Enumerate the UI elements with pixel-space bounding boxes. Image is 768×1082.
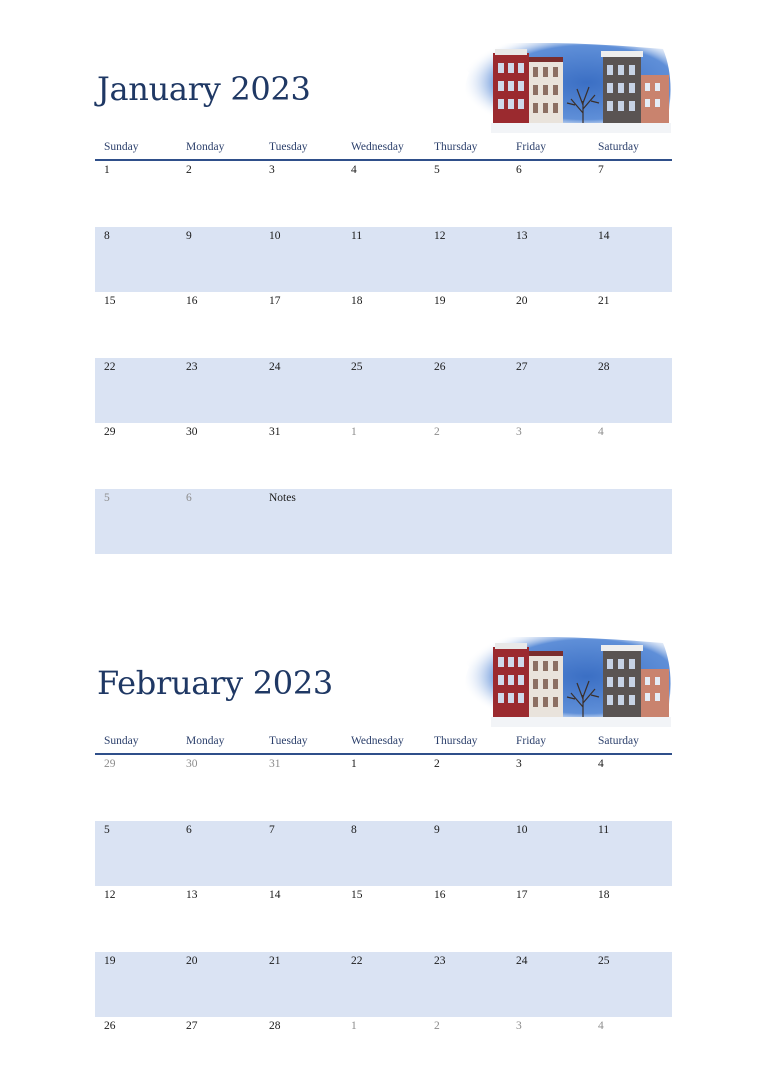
day-number: 15 (351, 889, 363, 901)
day-number: 19 (104, 954, 116, 967)
day-number: 3 (516, 1020, 522, 1032)
weekday-label: Saturday (598, 735, 639, 747)
day-number: 12 (434, 229, 446, 242)
day-number: 26 (434, 360, 446, 373)
day-number: 5 (104, 823, 110, 836)
week-row (95, 423, 672, 488)
day-number: 5 (434, 164, 440, 176)
day-number: 29 (104, 426, 116, 438)
day-number: 14 (598, 229, 610, 242)
notes-label: Notes (269, 491, 296, 504)
day-number: 4 (598, 758, 604, 770)
day-number: 13 (516, 229, 528, 242)
day-number: 22 (104, 360, 116, 373)
day-number: 17 (269, 295, 281, 307)
day-number: 4 (598, 426, 604, 438)
week-row (95, 292, 672, 357)
day-number: 11 (598, 823, 610, 836)
day-number: 14 (269, 889, 281, 901)
day-number: 21 (269, 954, 281, 967)
day-number: 22 (351, 954, 363, 967)
day-number: 28 (269, 1020, 281, 1032)
weekday-label: Friday (516, 141, 547, 153)
day-number: 6 (516, 164, 522, 176)
day-number: 2 (434, 426, 440, 438)
day-number: 8 (104, 229, 110, 242)
week-row (95, 358, 672, 423)
winter-townhouses-illustration (425, 43, 672, 133)
day-number: 24 (516, 954, 528, 967)
week-row (95, 1017, 672, 1082)
month-title: January 2023 (97, 70, 311, 108)
week-row (95, 161, 672, 226)
weekday-header (95, 733, 672, 755)
day-number: 8 (351, 823, 357, 836)
day-number: 3 (516, 758, 522, 770)
day-number: 23 (434, 954, 446, 967)
day-number: 2 (186, 164, 192, 176)
day-number: 28 (598, 360, 610, 373)
day-number: 10 (516, 823, 528, 836)
day-number: 20 (516, 295, 528, 307)
day-number: 12 (104, 889, 116, 901)
weekday-label: Sunday (104, 735, 139, 747)
week-row (95, 886, 672, 951)
day-number: 19 (434, 295, 446, 307)
day-number: 6 (186, 823, 192, 836)
day-number: 3 (516, 426, 522, 438)
day-number: 23 (186, 360, 198, 373)
day-number: 13 (186, 889, 198, 901)
day-number: 11 (351, 229, 363, 242)
day-number: 1 (351, 426, 357, 438)
day-number: 3 (269, 164, 275, 176)
day-number: 27 (186, 1020, 198, 1032)
weekday-label: Sunday (104, 141, 139, 153)
weekday-header (95, 139, 672, 161)
day-number: 7 (269, 823, 275, 836)
day-number: 18 (351, 295, 363, 307)
day-number: 5 (104, 491, 110, 504)
week-row (95, 227, 672, 292)
weekday-label: Saturday (598, 141, 639, 153)
townhouses-image (425, 43, 672, 133)
day-number: 2 (434, 1020, 440, 1032)
week-row (95, 755, 672, 820)
week-row (95, 821, 672, 886)
weekday-label: Wednesday (351, 735, 404, 747)
weekday-label: Wednesday (351, 141, 404, 153)
day-number: 31 (269, 758, 281, 770)
day-number: 29 (104, 758, 116, 770)
weekday-label: Tuesday (269, 141, 308, 153)
weekday-label: Tuesday (269, 735, 308, 747)
weekday-label: Monday (186, 735, 225, 747)
day-number: 30 (186, 426, 198, 438)
day-number: 10 (269, 229, 281, 242)
day-number: 15 (104, 295, 116, 307)
day-number: 24 (269, 360, 281, 373)
day-number: 20 (186, 954, 198, 967)
day-number: 4 (598, 1020, 604, 1032)
day-number: 1 (104, 164, 110, 176)
day-number: 16 (186, 295, 198, 307)
day-number: 16 (434, 889, 446, 901)
day-number: 25 (598, 954, 610, 967)
day-number: 1 (351, 758, 357, 770)
weekday-label: Thursday (434, 141, 478, 153)
day-number: 4 (351, 164, 357, 176)
day-number: 7 (598, 164, 604, 176)
day-number: 9 (186, 229, 192, 242)
day-number: 21 (598, 295, 610, 307)
day-number: 2 (434, 758, 440, 770)
day-number: 26 (104, 1020, 116, 1032)
week-row (95, 489, 672, 554)
day-number: 1 (351, 1020, 357, 1032)
weekday-label: Thursday (434, 735, 478, 747)
day-number: 17 (516, 889, 528, 901)
townhouses-image (425, 637, 672, 727)
day-number: 25 (351, 360, 363, 373)
weekday-label: Monday (186, 141, 225, 153)
weekday-label: Friday (516, 735, 547, 747)
month-title: February 2023 (97, 664, 333, 702)
day-number: 27 (516, 360, 528, 373)
winter-townhouses-illustration (425, 637, 672, 727)
day-number: 18 (598, 889, 610, 901)
day-number: 31 (269, 426, 281, 438)
day-number: 6 (186, 491, 192, 504)
day-number: 30 (186, 758, 198, 770)
week-row (95, 952, 672, 1017)
day-number: 9 (434, 823, 440, 836)
